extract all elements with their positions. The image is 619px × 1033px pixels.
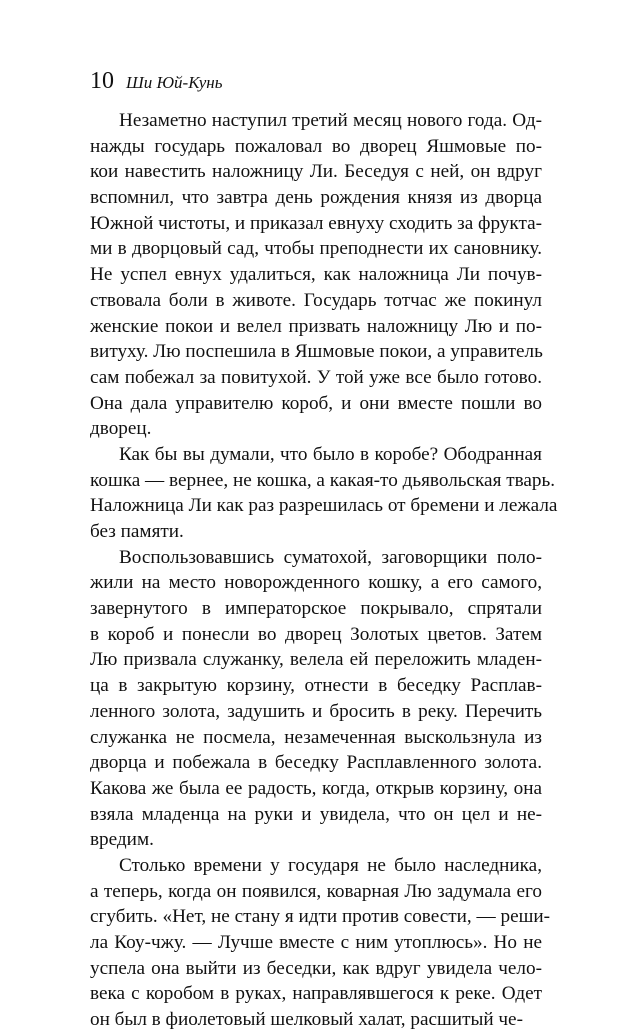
text-line: нажды государь пожаловал во дворец Яшмовые по-	[90, 135, 542, 157]
text-line: ми в дворцовый сад, чтобы преподнести их сановнику.	[90, 238, 542, 260]
text-line: женские покои и велел призвать наложницу Лю и по-	[90, 315, 542, 337]
text-line: Не успел евнух удалиться, как наложница Ли почув-	[90, 264, 542, 286]
text-line: служанка не посмела, незамеченная выскользнула из	[90, 726, 542, 748]
text-line: витуху. Лю поспешила в Яшмовые покои, а управитель	[90, 341, 543, 363]
text-line: взяла младенца на руки и увидела, что он цел и не-	[90, 803, 542, 825]
text-line: а теперь, когда он появился, коварная Лю задумала его	[90, 880, 542, 902]
text-line: сам побежал за повитухой. У той уже все было готово.	[90, 366, 542, 388]
text-line: ствовала боли в животе. Государь тотчас же покинул	[90, 289, 542, 311]
paragraph	[90, 545, 542, 853]
running-head	[90, 68, 222, 98]
text-line: дворца и побежала в беседку Расплавленного золота.	[90, 752, 542, 774]
paragraph	[90, 853, 551, 1033]
text-line: Наложница Ли как раз разрешилась от бремени и лежала	[90, 495, 558, 517]
text-line: успела она выйти из беседки, как вдруг увидела чело-	[90, 957, 542, 979]
text-line: Как бы вы думали, что было в коробе? Ободранная	[119, 443, 542, 465]
text-line: кошка — вернее, не кошка, а какая-то дьявольская тварь.	[90, 469, 556, 491]
text-line: Она дала управителю короб, и они вместе пошли во	[90, 392, 542, 414]
text-line: кои навестить наложницу Ли. Беседуя с ней, он вдруг	[90, 161, 542, 183]
text-line: жили на место новорожденного кошку, а его самого,	[90, 572, 542, 594]
text-line: Какова же была ее радость, когда, открыв корзину, она	[90, 777, 542, 799]
text-line: Воспользовавшись суматохой, заговорщики поло-	[119, 546, 542, 568]
text-line: века с коробом в руках, направлявшегося к реке. Одет	[90, 983, 542, 1005]
book-author: Ши Юй-Кунь	[126, 73, 223, 92]
body-text	[90, 108, 558, 1033]
text-line: Столько времени у государя не было наследника,	[119, 854, 542, 876]
text-line: он был в фиолетовый шелковый халат, расшитый че-	[90, 1009, 523, 1031]
text-line: ла Коу-чжу. — Лучше вместе с ним утоплюсь». Но не	[90, 932, 542, 953]
text-line: ца в закрытую корзину, отнести в беседку Расплав-	[90, 675, 542, 697]
text-line: в короб и понесли во дворец Золотых цветов. Затем	[90, 623, 542, 645]
text-line: без памяти.	[90, 521, 184, 542]
paragraph	[90, 108, 542, 442]
text-line: ленного золота, задушить и бросить в реку. Перечить	[90, 700, 542, 722]
text-line: Лю призвала служанку, велела ей переложить младен-	[90, 649, 542, 671]
text-line: Южной чистоты, и приказал евнуху сходить за фрукта-	[90, 212, 542, 234]
text-line: завернутого в императорское покрывало, спрятали	[90, 598, 542, 620]
text-line: Незаметно наступил третий месяц нового года. Од-	[119, 110, 542, 131]
text-line: вспомнил, что завтра день рождения князя из дворца	[90, 187, 542, 209]
text-line: вредим.	[90, 829, 154, 851]
paragraph	[90, 442, 558, 545]
text-line: сгубить. «Нет, не стану я идти против совести, — реши-	[90, 906, 551, 928]
text-line: дворец.	[90, 418, 152, 440]
page-number: 10	[90, 68, 114, 94]
